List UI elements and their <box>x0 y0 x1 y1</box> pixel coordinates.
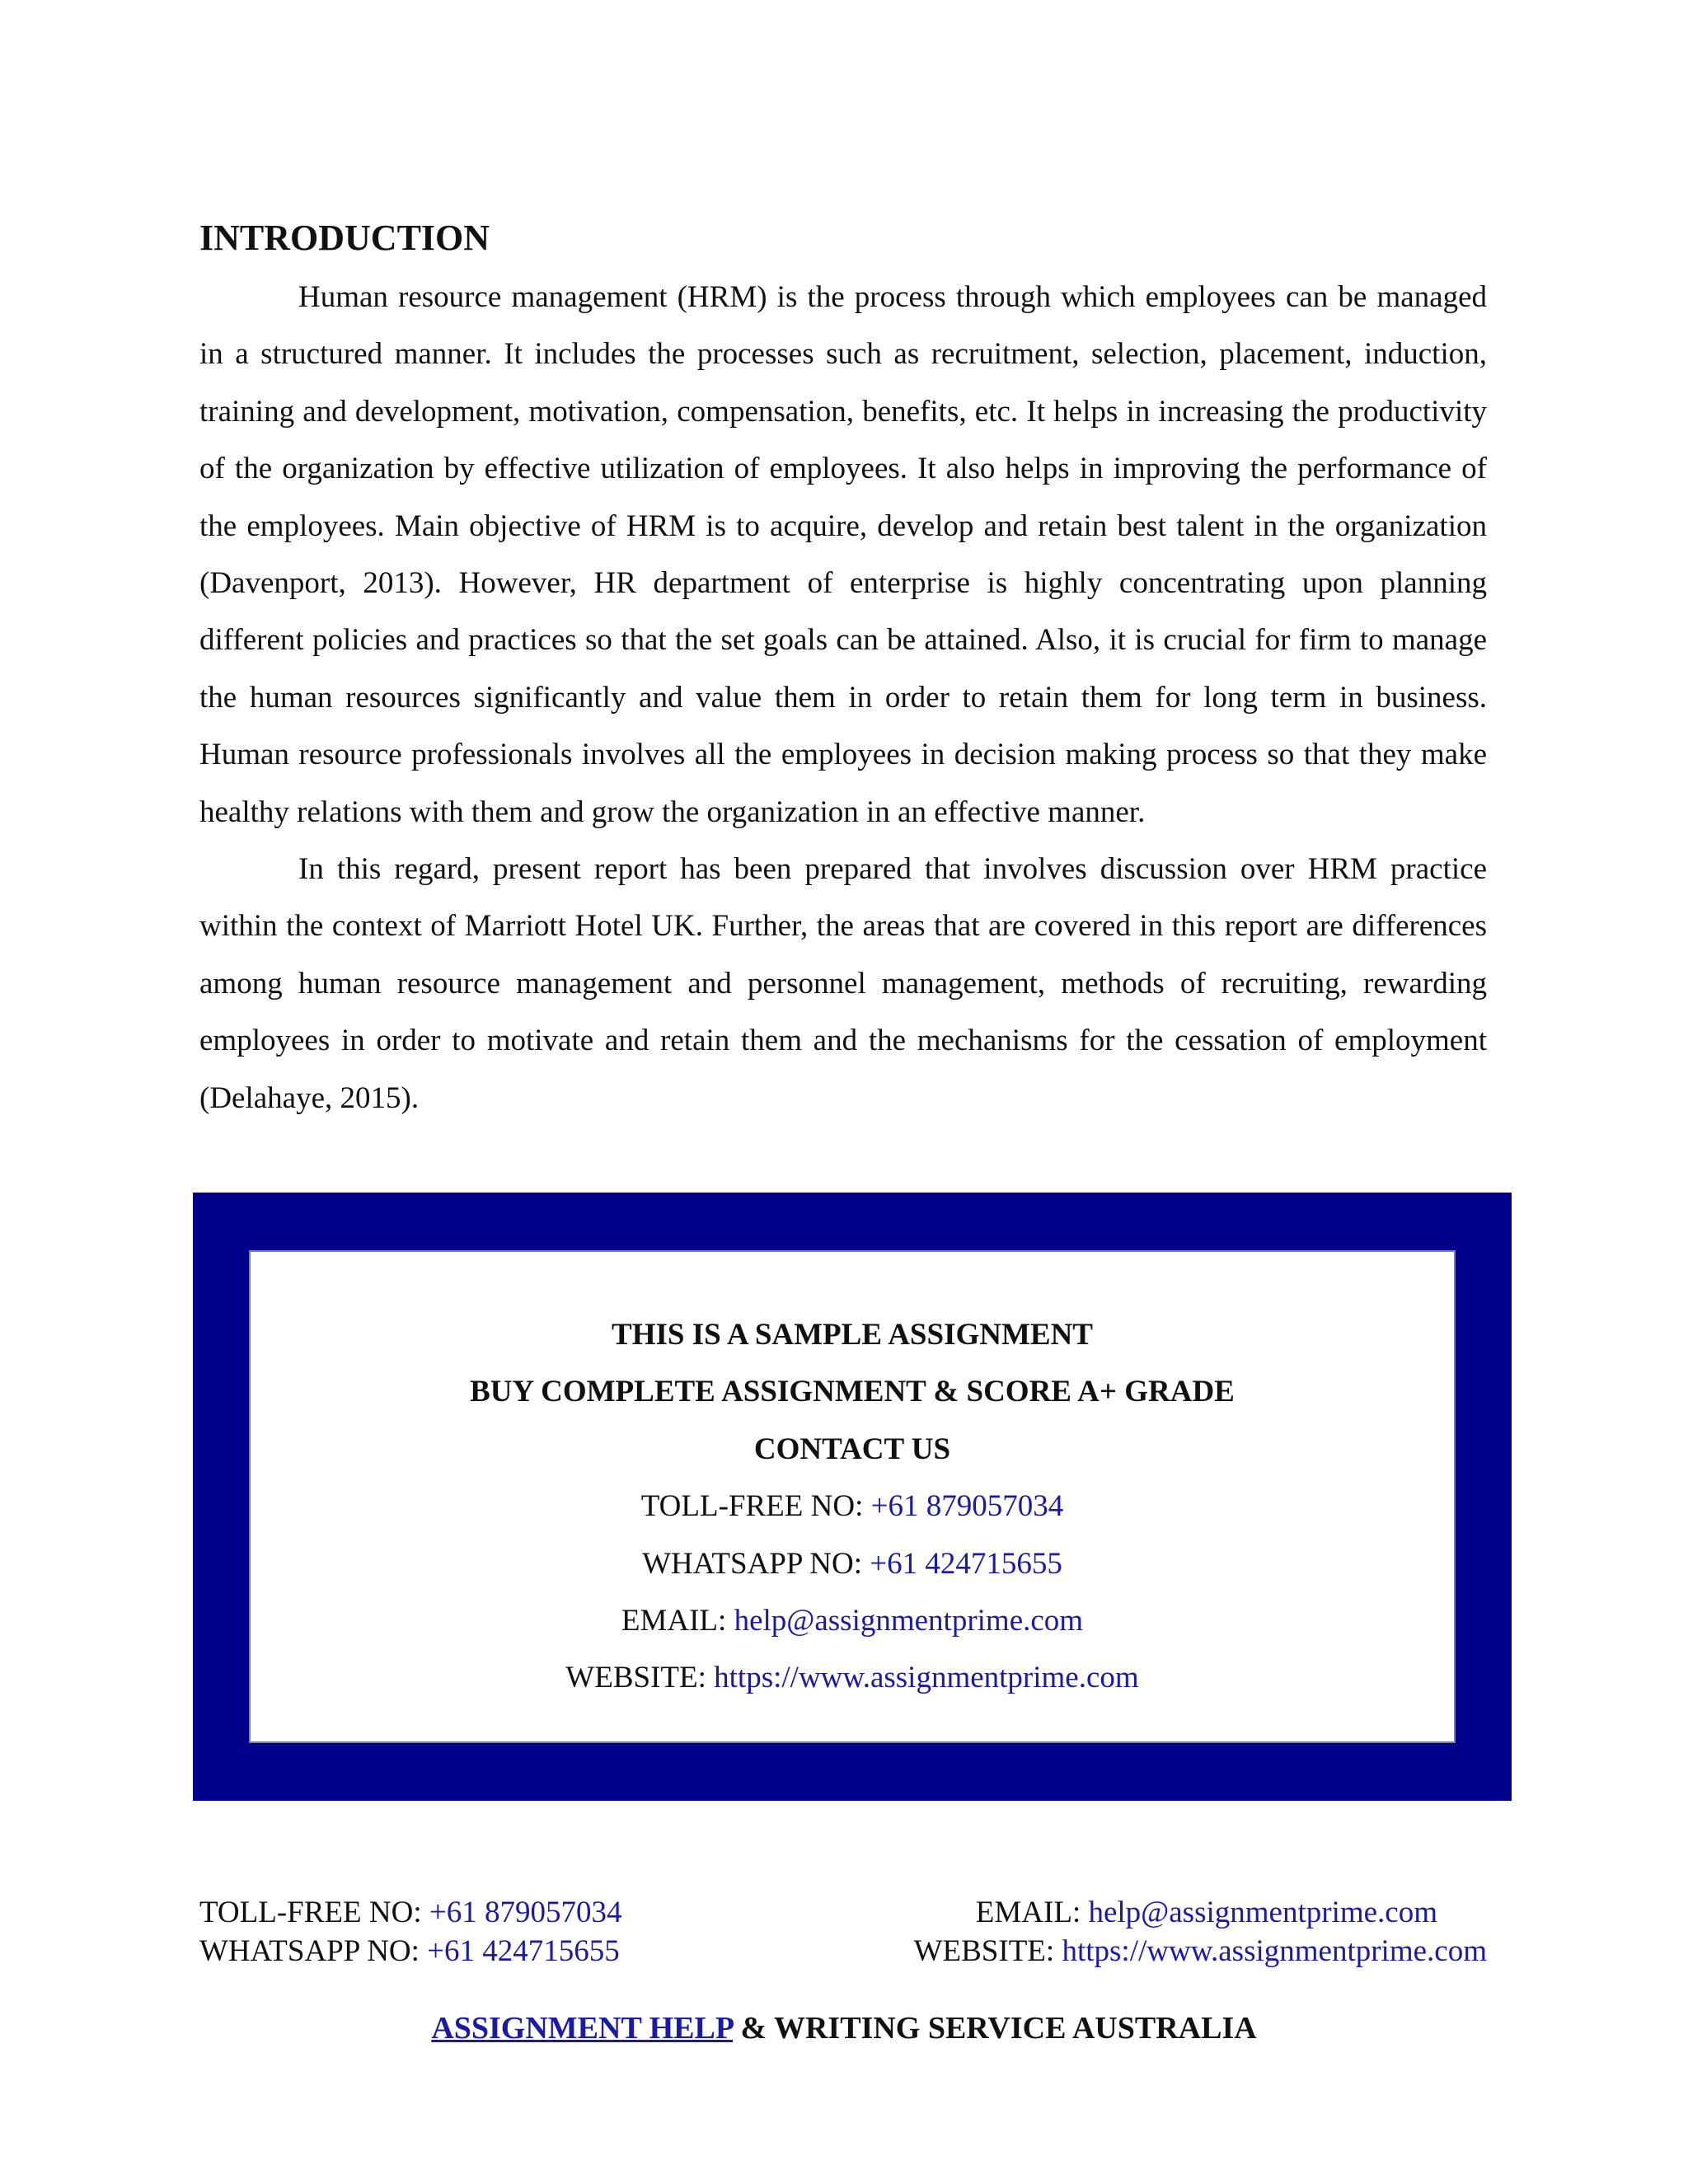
banner-whatsapp-label: WHATSAPP NO: <box>642 1546 870 1581</box>
document-body <box>199 214 1487 1127</box>
banner-website-link[interactable]: https://www.assignmentprime.com <box>714 1661 1139 1695</box>
banner-buy-notice: BUY COMPLETE ASSIGNMENT & SCORE A+ GRADE <box>470 1375 1235 1409</box>
banner-email-label: EMAIL: <box>621 1604 734 1638</box>
banner-email-link[interactable]: help@assignmentprime.com <box>734 1604 1084 1638</box>
footer-row-2 <box>199 1932 1487 1971</box>
banner-tollfree-link[interactable]: +61 879057034 <box>870 1489 1064 1524</box>
intro-paragraph-2: In this regard, present report has been prepared that involves discussion over HRM practice within the context of Marriott Hotel UK. Further, the areas that are covered in this report are differences among human resource management and personnel management, methods of recruiting, rewarding employees in order to motivate and retain them and the mechanisms for the cessation of employment (Delahaye, 2015). <box>199 852 1487 1115</box>
banner-whatsapp <box>251 1535 1454 1592</box>
footer-tollfree <box>199 1893 621 1932</box>
footer-whatsapp-link[interactable]: +61 424715655 <box>427 1934 620 1968</box>
footer-whatsapp <box>199 1932 620 1971</box>
page-footer <box>199 1893 1487 1971</box>
footer-row-1 <box>199 1893 1487 1932</box>
tagline-rest: & WRITING SERVICE AUSTRALIA <box>733 2011 1257 2046</box>
footer-website <box>844 1932 1487 1971</box>
footer-email-label: EMAIL: <box>975 1896 1089 1929</box>
footer-email <box>844 1893 1487 1932</box>
banner-email <box>251 1592 1454 1649</box>
banner-whatsapp-link[interactable]: +61 424715655 <box>870 1546 1062 1581</box>
footer-tagline <box>0 2008 1688 2049</box>
intro-paragraph-1: Human resource management (HRM) is the process through which employees can be managed in a structured manner. It includes the processes such as recruitment, selection, placement, induction, training and development, motivation, compensation, benefits, etc. It helps in increasing the productivity of the organization by effective utilization of employees. It also helps in improving the performance of the employees. Main objective of HRM is to acquire, develop and retain best talent in the organization (Davenport, 2013). However, HR department of enterprise is highly concentrating upon planning different policies and practices so that the set goals can be attained. Also, it is crucial for firm to manage the human resources significantly and value them in order to retain them for long term in business. Human resource professionals involves all the employees in decision making process so that they make healthy relations with them and grow the organization in an effective manner. <box>199 280 1487 829</box>
banner-inner-panel <box>249 1250 1456 1743</box>
banner-website <box>251 1649 1454 1706</box>
sample-assignment-banner <box>193 1193 1512 1801</box>
banner-tollfree <box>251 1478 1454 1535</box>
section-heading: INTRODUCTION <box>199 218 490 258</box>
footer-whatsapp-label: WHATSAPP NO: <box>199 1934 428 1968</box>
footer-email-link[interactable]: help@assignmentprime.com <box>1088 1896 1437 1929</box>
banner-website-label: WEBSITE: <box>565 1661 715 1695</box>
banner-contact-heading: CONTACT US <box>753 1432 951 1466</box>
footer-website-label: WEBSITE: <box>913 1934 1062 1968</box>
banner-sample-notice: THIS IS A SAMPLE ASSIGNMENT <box>612 1318 1093 1352</box>
footer-website-link[interactable]: https://www.assignmentprime.com <box>1062 1934 1487 1968</box>
banner-tollfree-label: TOLL-FREE NO: <box>640 1489 871 1524</box>
footer-tollfree-label: TOLL-FREE NO: <box>199 1896 429 1929</box>
footer-tollfree-link[interactable]: +61 879057034 <box>429 1896 622 1929</box>
assignment-help-link[interactable]: ASSIGNMENT HELP <box>431 2011 733 2046</box>
